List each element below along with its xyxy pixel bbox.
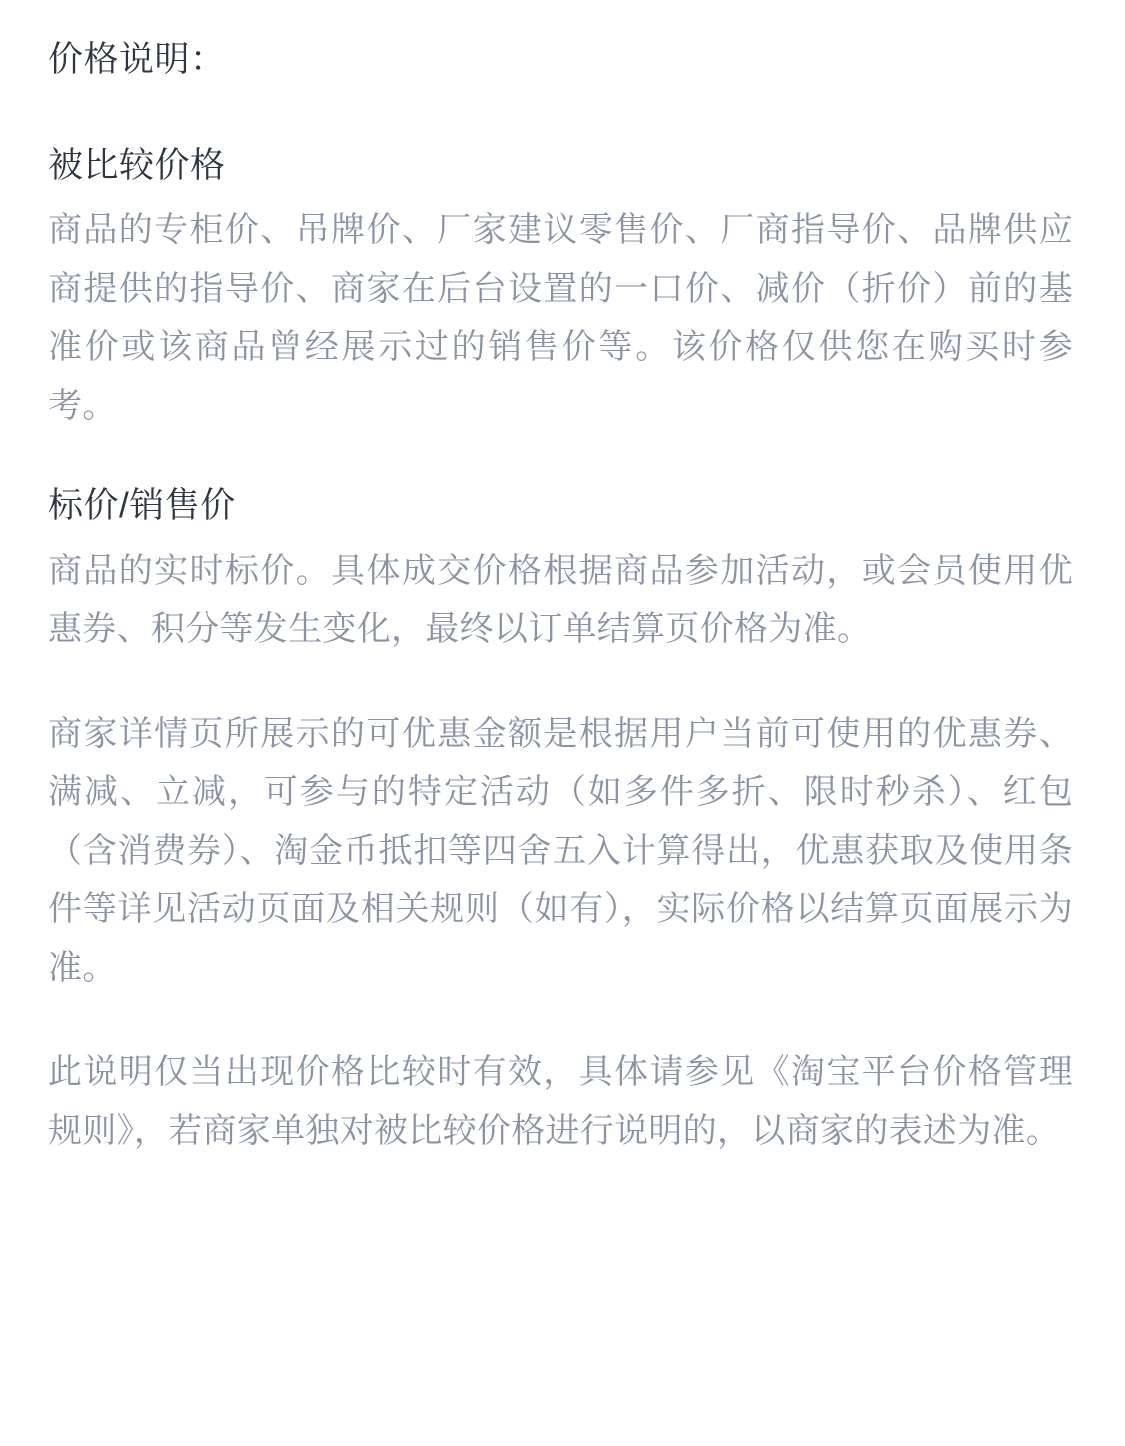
section-heading-list-price: 标价/销售价 — [48, 486, 236, 526]
page-title: 价格说明： — [48, 40, 226, 79]
section-heading-compared-price: 被比较价格 — [48, 145, 226, 185]
paragraph-text: 商家详情页所展示的可优惠金额是根据用户当前可使用的优惠券、满减、立减，可参与的特定活动（如多件多折、限时秒杀）、红包（含消费券）、淘金币抵扣等四舍五入计算得出，优惠获取及使用条件等详见活动页面及相关规则（如有），实际价格以结算页面展示为准。 — [48, 714, 1073, 987]
paragraph-text: 此说明仅当出现价格比较时有效，具体请参见《淘宝平台价格管理规则》，若商家单独对被比较价格进行说明的，以商家的表述为准。 — [48, 1053, 1073, 1150]
paragraph-discount-calculation — [48, 705, 1073, 997]
section-compared-price — [48, 141, 1073, 436]
section-list-price — [48, 481, 1073, 659]
section-body-list-price: 商品的实时标价。具体成交价格根据商品参加活动，或会员使用优惠券、积分等发生变化，最终以订单结算页价格为准。 — [48, 551, 1073, 649]
section-body-compared-price: 商品的专柜价、吊牌价、厂家建议零售价、厂商指导价、品牌供应商提供的指导价、商家在后台设置的一口价、减价（折价）前的基准价或该商品曾经展示过的销售价等。该价格仅供您在购买时参考。 — [48, 211, 1073, 425]
paragraph-rule-reference — [48, 1043, 1073, 1160]
